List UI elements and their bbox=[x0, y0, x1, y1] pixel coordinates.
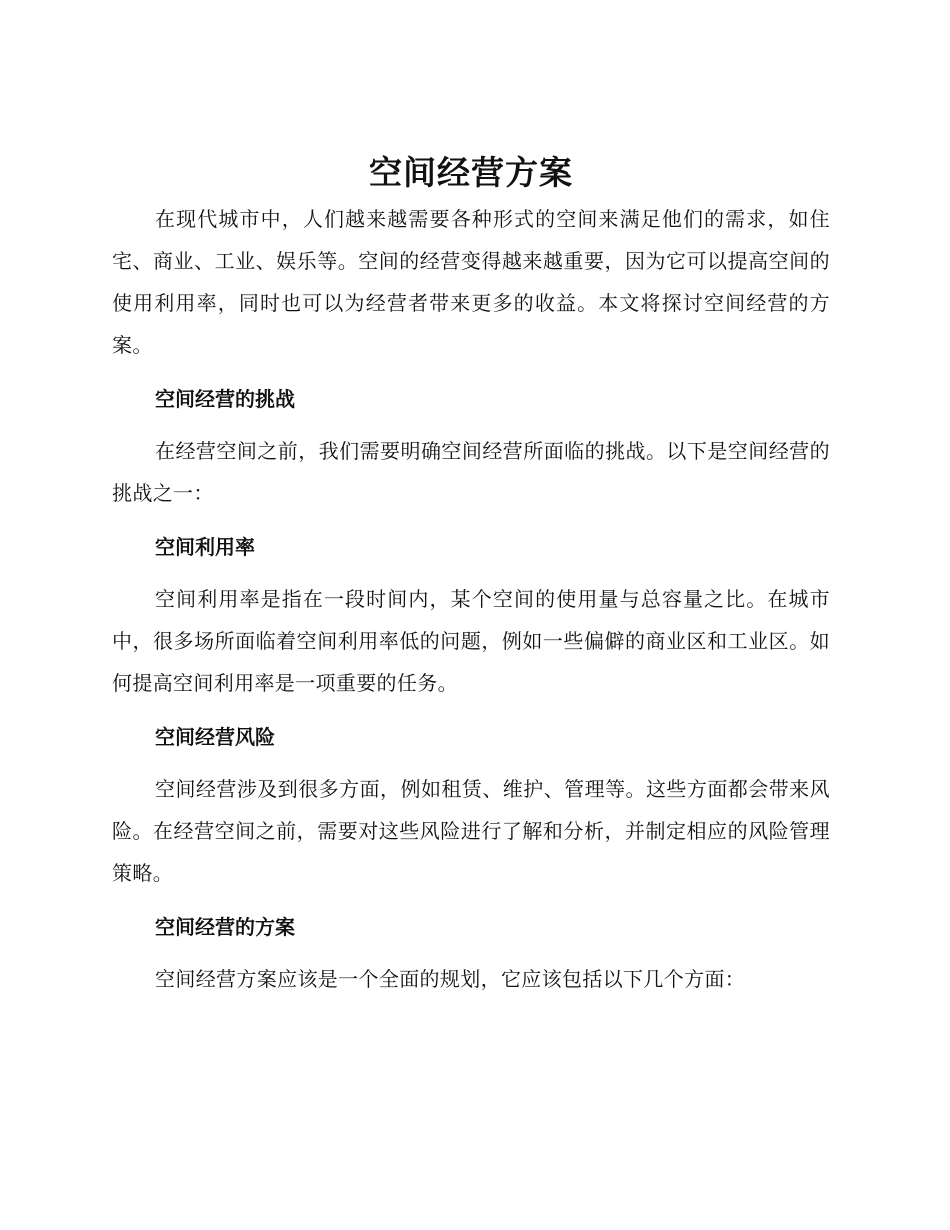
section-heading-risk: 空间经营风险 bbox=[155, 725, 275, 749]
spacer bbox=[112, 894, 830, 906]
section-body-plan: 空间经营方案应该是一个全面的规划，它应该包括以下几个方面： bbox=[155, 967, 746, 991]
spacer bbox=[112, 758, 830, 768]
section-heading-utilization: 空间利用率 bbox=[155, 535, 255, 559]
document-page bbox=[112, 148, 830, 1000]
section-body-risk: 空间经营涉及到很多方面，例如租赁、维护、管理等。这些方面都会带来风险。在经营空间之前，需要对这些风险进行了解和分析，并制定相应的风险管理策略。 bbox=[112, 777, 830, 885]
section-body-challenges: 在经营空间之前，我们需要明确空间经营所面临的挑战。以下是空间经营的挑战之一： bbox=[112, 439, 830, 505]
section-body-utilization: 空间利用率是指在一段时间内，某个空间的使用量与总容量之比。在城市中，很多场所面临着空间利用率低的问题，例如一些偏僻的商业区和工业区。如何提高空间利用率是一项重要的任务。 bbox=[112, 587, 830, 695]
spacer bbox=[112, 568, 830, 578]
section-heading-plan: 空间经营的方案 bbox=[155, 915, 295, 939]
spacer bbox=[112, 366, 830, 378]
document-title: 空间经营方案 bbox=[369, 153, 573, 192]
spacer bbox=[112, 704, 830, 716]
spacer bbox=[112, 948, 830, 958]
intro-paragraph: 在现代城市中，人们越来越需要各种形式的空间来满足他们的需求，如住宅、商业、工业、娱乐等。空间的经营变得越来越重要，因为它可以提高空间的使用利用率，同时也可以为经营者带来更多的收益。本文将探讨空间经营的方案。 bbox=[112, 207, 830, 357]
section-heading-challenges: 空间经营的挑战 bbox=[155, 387, 295, 411]
spacer bbox=[112, 420, 830, 430]
spacer bbox=[112, 514, 830, 526]
